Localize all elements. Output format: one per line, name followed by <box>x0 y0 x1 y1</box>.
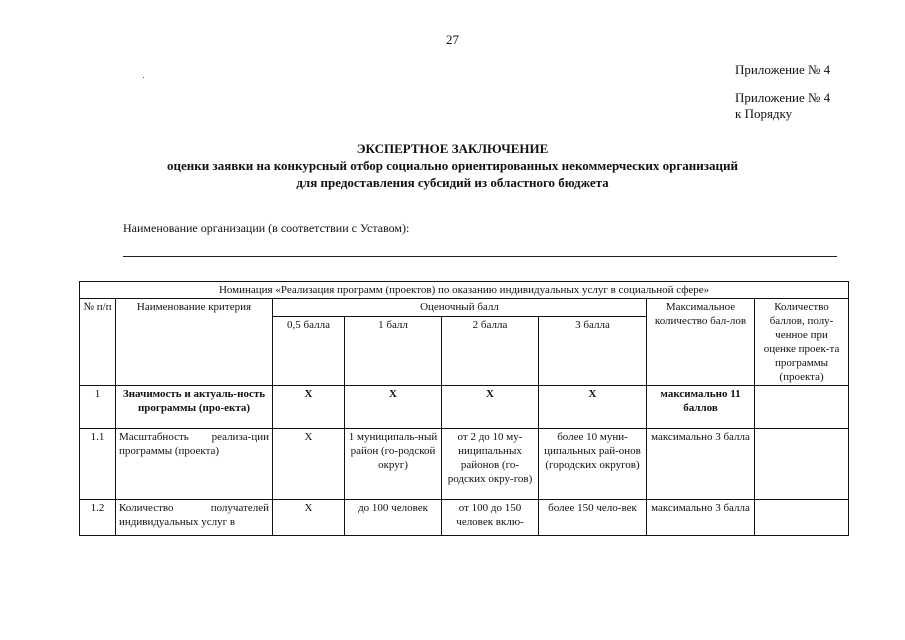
row-num: 1 <box>80 386 116 429</box>
title-line-1: ЭКСПЕРТНОЕ ЗАКЛЮЧЕНИЕ <box>356 141 549 156</box>
appendix-first: Приложение № 4 <box>735 62 831 77</box>
nomination-cell: Номинация «Реализация программ (проектов) по оказанию индивидуальных услуг в социальной сфере» <box>80 282 849 299</box>
page-bottom-area <box>0 536 905 640</box>
row-score-05: X <box>273 386 345 429</box>
row-criterion: Количество получателей индивидуальных услуг в <box>116 500 273 543</box>
row-score-2: X <box>442 386 539 429</box>
row-score-1: 1 муниципаль-ный район (го-родской округ) <box>345 429 442 500</box>
appendix-order-label <box>735 90 830 122</box>
document-title <box>0 140 905 191</box>
header-score-05: 0,5 балла <box>273 317 345 386</box>
title-line-2: оценки заявки на конкурсный отбор социально ориентированных некоммерческих организаций <box>167 158 738 173</box>
row-max: максимально 3 балла <box>647 500 755 543</box>
table-row <box>80 429 849 500</box>
row-score-3: более 10 муни-ципальных рай-онов (городских округов) <box>539 429 647 500</box>
row-score-1: до 100 человек <box>345 500 442 543</box>
header-score-3: 3 балла <box>539 317 647 386</box>
row-max: максимально 11 баллов <box>647 386 755 429</box>
appendix-second-line2: к Порядку <box>735 106 793 121</box>
page-number: 27 <box>446 32 459 47</box>
organization-label: Наименование организации (в соответствии с Уставом): <box>123 221 410 235</box>
row-criterion: Масштабность реализа-ции программы (проекта) <box>116 429 273 500</box>
header-max: Максимальное количество бал-лов <box>647 299 755 386</box>
row-score-1: X <box>345 386 442 429</box>
row-score-3: X <box>539 386 647 429</box>
organization-underline <box>123 256 837 257</box>
title-line-3: для предоставления субсидий из областного бюджета <box>296 175 609 190</box>
appendix-second-line1: Приложение № 4 <box>735 90 831 105</box>
row-criterion: Значимость и актуаль-ность программы (про-екта) <box>116 386 273 429</box>
header-row-1 <box>80 299 849 317</box>
header-result: Количество баллов, полу-ченное при оценке проек-та программы (проекта) <box>755 299 849 386</box>
row-score-2: от 100 до 150 человек вклю- <box>442 500 539 543</box>
appendix-label <box>735 62 830 78</box>
row-result <box>755 429 849 500</box>
row-num: 1.2 <box>80 500 116 543</box>
header-num: № п/п <box>80 299 116 386</box>
header-score: Оценочный балл <box>273 299 647 317</box>
nomination-row <box>80 282 849 299</box>
row-score-05: X <box>273 500 345 543</box>
row-num: 1.1 <box>80 429 116 500</box>
criteria-table <box>79 281 849 543</box>
row-score-2: от 2 до 10 му-ниципальных районов (го-родских окру-гов) <box>442 429 539 500</box>
row-score-3: более 150 чело-век <box>539 500 647 543</box>
row-result <box>755 386 849 429</box>
table-row <box>80 386 849 429</box>
table-cut-line <box>79 535 848 536</box>
scan-speck <box>143 77 144 78</box>
header-criterion: Наименование критерия <box>116 299 273 386</box>
row-max: максимально 3 балла <box>647 429 755 500</box>
header-score-2: 2 балла <box>442 317 539 386</box>
header-score-1: 1 балл <box>345 317 442 386</box>
row-score-05: X <box>273 429 345 500</box>
